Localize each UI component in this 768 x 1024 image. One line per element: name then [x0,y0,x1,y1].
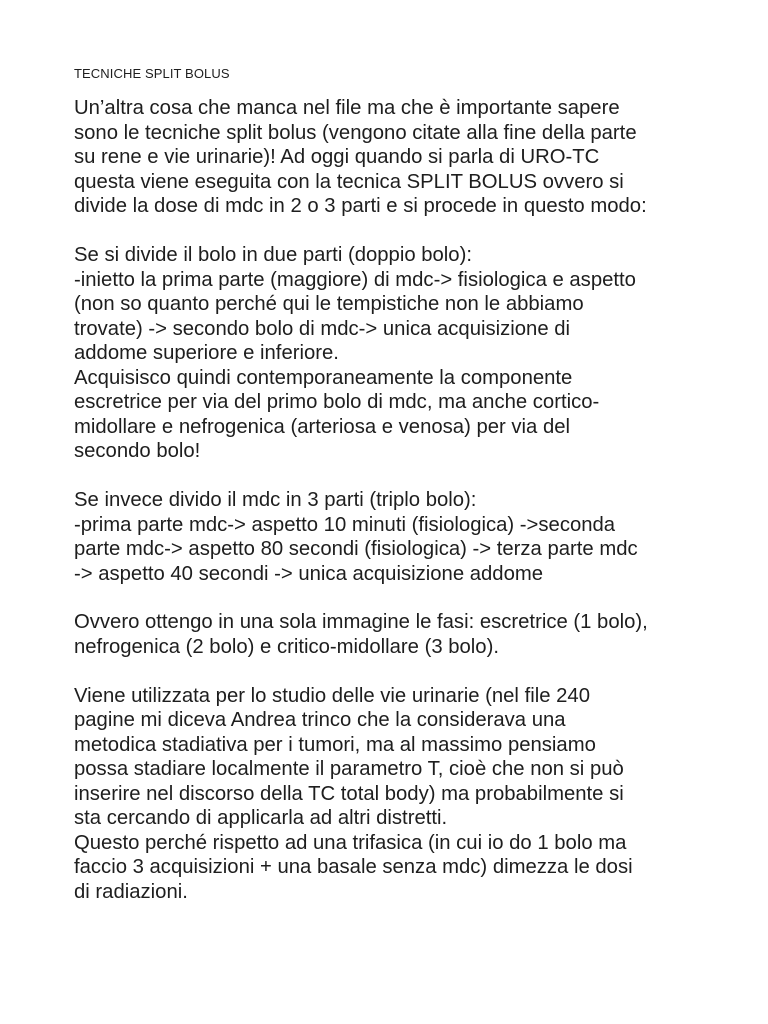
paragraph-5-line-4: possa stadiare localmente il parametro T, cioè che non si può [74,758,624,780]
paragraph-3-line-2: -prima parte mdc-> aspetto 10 minuti (fisiologica) ->seconda [74,514,616,536]
paragraph-2-line-6: Acquisisco quindi contemporaneamente la componente [74,367,573,389]
paragraph-2-line-2: -inietto la prima parte (maggiore) di mdc-> fisiologica e aspetto [74,269,636,291]
paragraph-3-line-4: -> aspetto 40 secondi -> unica acquisizione addome [74,563,544,585]
paragraph-5-line-9: di radiazioni. [74,881,188,903]
paragraph-3-line-1: Se invece divido il mdc in 3 parti (triplo bolo): [74,489,477,511]
paragraph-4-line-2: nefrogenica (2 bolo) e critico-midollare (3 bolo). [74,636,499,658]
paragraph-4-line-1: Ovvero ottengo in una sola immagine le fasi: escretrice (1 bolo), [74,611,648,633]
document-title: TECNICHE SPLIT BOLUS [74,66,230,81]
paragraph-2-line-5: addome superiore e inferiore. [74,342,339,364]
paragraph-1-line-5: divide la dose di mdc in 2 o 3 parti e si procede in questo modo: [74,195,647,217]
paragraph-5-line-5: inserire nel discorso della TC total body) ma probabilmente si [74,783,624,805]
paragraph-1-line-2: sono le tecniche split bolus (vengono citate alla fine della parte [74,122,637,144]
paragraph-5-line-7: Questo perché rispetto ad una trifasica (in cui io do 1 bolo ma [74,832,627,854]
paragraph-2-line-1: Se si divide il bolo in due parti (doppio bolo): [74,244,472,266]
paragraph-2-line-9: secondo bolo! [74,440,201,462]
paragraph-2-line-7: escretrice per via del primo bolo di mdc, ma anche cortico- [74,391,600,413]
paragraph-2-line-8: midollare e nefrogenica (arteriosa e venosa) per via del [74,416,571,438]
paragraph-5-line-3: metodica stadiativa per i tumori, ma al massimo pensiamo [74,734,596,756]
paragraph-1-line-4: questa viene eseguita con la tecnica SPLIT BOLUS ovvero si [74,171,624,193]
paragraph-2-line-3: (non so quanto perché qui le tempistiche non le abbiamo [74,293,584,315]
paragraph-3-line-3: parte mdc-> aspetto 80 secondi (fisiologica) -> terza parte mdc [74,538,638,560]
paragraph-2-line-4: trovate) -> secondo bolo di mdc-> unica acquisizione di [74,318,571,340]
paragraph-1-line-3: su rene e vie urinarie)! Ad oggi quando si parla di URO-TC [74,146,600,168]
paragraph-1-line-1: Un’altra cosa che manca nel file ma che è importante sapere [74,97,620,119]
paragraph-5-line-2: pagine mi diceva Andrea trinco che la considerava una [74,709,566,731]
paragraph-5-line-6: sta cercando di applicarla ad altri distretti. [74,807,448,829]
paragraph-5-line-8: faccio 3 acquisizioni + una basale senza mdc) dimezza le dosi [74,856,633,878]
paragraph-5-line-1: Viene utilizzata per lo studio delle vie urinarie (nel file 240 [74,685,590,707]
